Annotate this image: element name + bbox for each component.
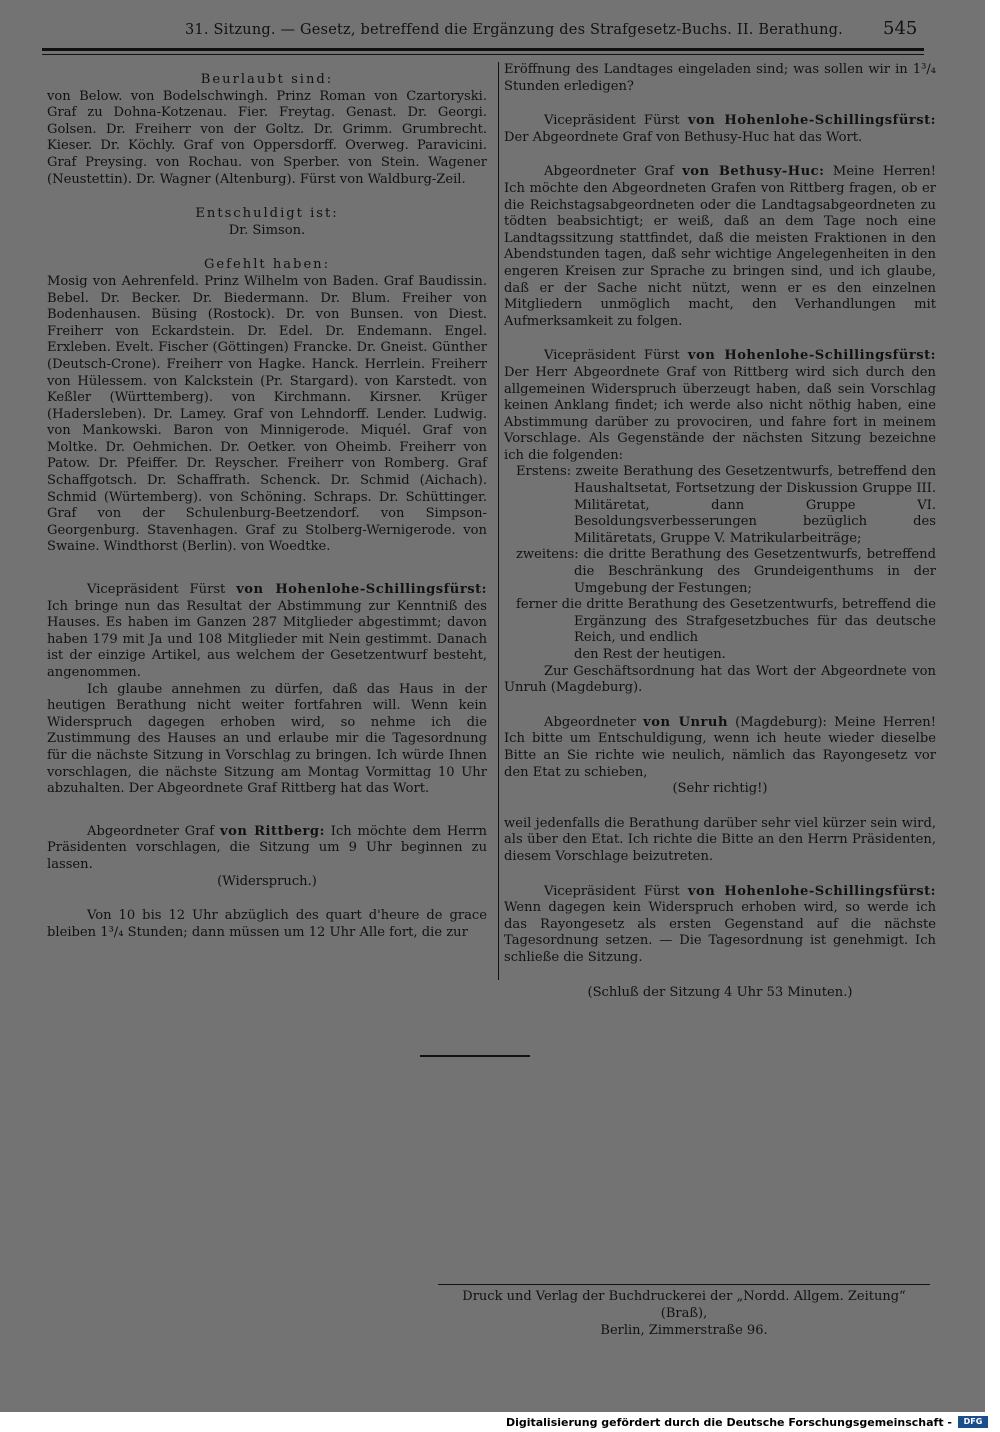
speech-text: (Magdeburg): Meine Herren! Ich bitte um Entschuldigung, wenn ich heute wieder dieselbe Bitte an Sie richte wie neulich, nämlich das Rayongesetz vor den Etat zu schieben, — [504, 714, 936, 780]
speech-text: Wenn dagegen kein Widerspruch erhoben wird, so werde ich das Rayongesetz als ersten Gegenstand auf die nächste Tagesordnung setzen. — Die Tagesordnung ist genehmigt. Ich schließe die Sitzung. — [504, 900, 936, 965]
speaker-name: von Bethusy-Huc: — [682, 164, 825, 180]
page-number: 545 — [883, 18, 918, 39]
speaker-role: Abgeordneter Graf — [544, 164, 674, 180]
speaker-name: von Hohenlohe-Schillingsfürst: — [687, 883, 936, 899]
speech-text: Ich möchte dem Herrn Präsidenten vorschlagen, die Sitzung um 9 Uhr beginnen zu lassen. — [47, 823, 487, 872]
session-closing: (Schluß der Sitzung 4 Uhr 53 Minuten.) — [587, 984, 853, 1000]
interjection-widerspruch: (Widerspruch.) — [217, 873, 317, 889]
agenda-item-ferner: ferner die dritte Berathung des Gesetzentwurfs, betreffend die Ergänzung des Strafgesetzbuches für das deutsche Reich, und endlich — [516, 597, 936, 646]
dfg-logo-icon: DFG — [958, 1416, 988, 1428]
speech-rittberg — [47, 824, 487, 874]
interjection-sehr-richtig: (Sehr richtig!) — [672, 781, 768, 797]
speaker-name: von Hohenlohe-Schillingsfürst: — [687, 113, 936, 129]
right-column — [504, 62, 936, 1001]
speech-unruh — [504, 715, 936, 781]
speaker-name: von Unruh — [643, 714, 728, 730]
paragraph-entschuldigt: Dr. Simson. — [228, 222, 306, 238]
speech-hohenlohe-1 — [47, 582, 487, 682]
speech-hohenlohe-2 — [504, 113, 936, 146]
column-divider — [498, 62, 499, 980]
speaker-role: Vicepräsident Fürst — [544, 883, 680, 899]
agenda-item-zweitens: zweitens: die dritte Berathung des Gesetzentwurfs, betreffend die Beschränkung des Grundeigenthums in der Umgebung der Festungen; — [516, 547, 936, 596]
speech-text: Der Herr Abgeordnete Graf von Rittberg wird sich durch den allgemeinen Widerspruch überzeugt haben, daß sein Vorschlag keinen Anklang findet; ich werde also nicht nöthig haben, eine Abstimmung darüber zu provociren, und fahre fort in meinem Vorschlage. Als Gegenstände der nächsten Sitzung bezeichne ich die folgenden: — [504, 364, 936, 463]
speaker-role: Vicepräsident Fürst — [544, 348, 680, 364]
speech-hohenlohe-1-cont: Ich glaube annehmen zu dürfen, daß das Haus in der heutigen Berathung nicht weiter fortfahren will. Wenn kein Widerspruch dagegen erhoben wird, so nehme ich die Zustimmung des Hauses an und erlaube mir die Tagesordnung für die nächste Sitzung in Vorschlag zu bringen. Ich würde Ihnen vorschlagen, die nächste Sitzung am Montag Vormittag 10 Uhr abzuhalten. Der Abgeordnete Graf Rittberg hat das Wort. — [47, 681, 487, 797]
header-rule — [42, 48, 924, 51]
paragraph-continuation: Eröffnung des Landtages eingeladen sind; was sollen wir in 1³/₄ Stunden erledigen? — [504, 62, 936, 94]
heading-entschuldigt: Entschuldigt ist: — [195, 206, 339, 222]
footer-credit: Digitalisierung gefördert durch die Deutsche Forschungsgemeinschaft - — [505, 1416, 952, 1429]
speech-unruh-cont: weil jedenfalls die Berathung darüber sehr viel kürzer sein wird, als über den Etat. Ich richte die Bitte an den Herrn Präsidenten, diesem Vorschlage beizutreten. — [504, 815, 936, 864]
speech-text: Ich bringe nun das Resultat der Abstimmung zur Kenntniß des Hauses. Es haben im Ganzen 287 Mitglieder abgestimmt; davon haben 179 mit Ja und 108 Mitglieder mit Nein gestimmt. Danach ist der einzige Artikel, aus welchem der Gesetzentwurf besteht, angenommen. — [47, 598, 487, 680]
digitization-footer — [0, 1414, 1000, 1432]
heading-gefehlt: Gefehlt haben: — [203, 257, 331, 273]
speech-hohenlohe-4 — [504, 884, 936, 967]
end-rule — [420, 1055, 530, 1057]
imprint-line-1: Druck und Verlag der Buchdruckerei der „Nordd. Allgem. Zeitung“ (Braß), — [462, 1289, 906, 1321]
running-header-title: 31. Sitzung. — Gesetz, betreffend die Ergänzung des Strafgesetz-Buchs. II. Berathung. — [185, 22, 843, 38]
speaker-role: Abgeordneter Graf — [87, 823, 215, 839]
paragraph-geschaeftsordnung: Zur Geschäftsordnung hat das Wort der Abgeordnete von Unruh (Magdeburg). — [504, 663, 936, 696]
header-rule-thin — [42, 54, 924, 55]
speech-rittberg-cont: Von 10 bis 12 Uhr abzüglich des quart d'heure de grace bleiben 1³/₄ Stunden; dann müssen um 12 Uhr Alle fort, die zur — [47, 908, 487, 940]
left-column — [47, 62, 487, 941]
agenda-item-erstens: Erstens: zweite Berathung des Gesetzentwurfs, betreffend den Haushaltsetat, Fortsetzung der Diskussion Gruppe III. Militäretat, dann Gruppe VI. Besoldungsverbesserungen bezüglich des Militäretats, Gruppe V. Matrikularbeiträge; — [516, 464, 936, 546]
speaker-name: von Hohenlohe-Schillingsfürst: — [236, 582, 487, 598]
speaker-role: Vicepräsident Fürst — [544, 113, 680, 129]
imprint — [438, 1288, 930, 1339]
speech-hohenlohe-3 — [504, 348, 936, 464]
speech-text: Der Abgeordnete Graf von Bethusy-Huc hat das Wort. — [504, 129, 863, 145]
speech-text: Meine Herren! Ich möchte den Abgeordneten Grafen von Rittberg fragen, ob er die Reichstagsabgeordneten oder die Landtagsabgeordneten zu tödten beabsichtigt; er weiß, daß an dem Tage noch eine Landtagssitzung stattfindet, daß die meisten Fraktionen in den Abendstunden tagen, daß sehr wichtige Angelegenheiten in den engeren Kreisen zur Sprache zu bringen sind, und ich glaube, daß er der Sache nicht nützt, wenn er es den einzelnen Mitgliedern unmöglich macht, den Verhandlungen mit Aufmerksamkeit zu folgen. — [504, 164, 936, 329]
speech-bethusy-huc — [504, 164, 936, 330]
paragraph-gefehlt: Mosig von Aehrenfeld. Prinz Wilhelm von Baden. Graf Baudissin. Bebel. Dr. Becker. Dr. Biedermann. Dr. Blum. Freiher von Bodenhausen. Büsing (Rostock). Dr. von Bunsen. von Diest. Freiherr von Eckardstein. Dr. Edel. Dr. Endemann. Engel. Erxleben. Evelt. Fischer (Göttingen) Francke. Dr. Gneist. Günther (Deutsch-Crone). Freiherr von Hagke. Hanck. Herrlein. Freiherr von Hülessem. von Kalckstein (Pr. Stargard). von Karstedt. von Keßler (Württemberg). von Kirchmann. Kirsner. Krüger (Hadersleben). Dr. Lamey. Graf von Lehndorff. Lender. Ludwig. von Mankowski. Baron von Minnigerode. Miquél. Graf von Moltke. Dr. Oehmichen. Dr. Oetker. von Oheimb. Freiherr von Patow. Dr. Pfeiffer. Dr. Reyscher. Freiherr von Romberg. Graf Schaffgotsch. Dr. Schaffrath. Schenck. Dr. Schmid (Aichach). Schmid (Würtemberg). von Schöning. Schraps. Dr. Schüttinger. Graf von der Schulenburg-Beetzendorf. von Simpson-Georgenburg. Stavenhagen. Graf zu Stolberg-Wernigerode. von Swaine. Windthorst (Berlin). von Woedtke. — [47, 273, 487, 555]
agenda-item-rest: den Rest der heutigen. — [574, 647, 726, 662]
speaker-role: Abgeordneter — [544, 714, 636, 730]
imprint-rule — [438, 1284, 930, 1285]
speaker-name: von Rittberg: — [220, 823, 325, 839]
imprint-line-2: Berlin, Zimmerstraße 96. — [600, 1323, 768, 1338]
speaker-role: Vicepräsident Fürst — [87, 582, 226, 598]
speaker-name: von Hohenlohe-Schillingsfürst: — [687, 348, 936, 364]
heading-beurlaubt: Beurlaubt sind: — [200, 72, 334, 87]
paragraph-beurlaubt: von Below. von Bodelschwingh. Prinz Roman von Czartoryski. Graf zu Dohna-Kotzenau. Fier. Freytag. Genast. Dr. Georgi. Golsen. Dr. Freiherr von der Goltz. Dr. Grimm. Grumbrecht. Kieser. Dr. Köchly. Graf von Oppersdorff. Overweg. Paravicini. Graf Preysing. von Rochau. von Sperber. von Stein. Wagener (Neustettin). Dr. Wagner (Altenburg). Fürst von Waldburg-Zeil. — [47, 88, 487, 187]
